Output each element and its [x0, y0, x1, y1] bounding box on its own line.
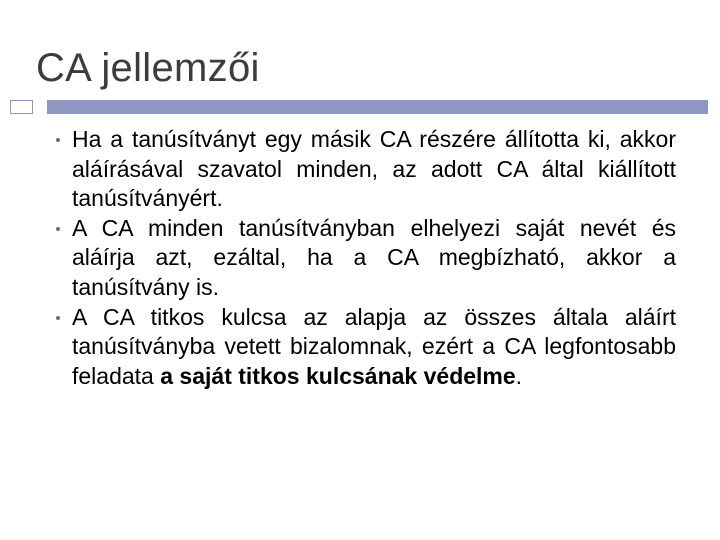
bullet-text-emphasis: a saját titkos kulcsának védelme [160, 362, 516, 389]
bullet-dot-icon [56, 138, 60, 142]
title-accent-bar [47, 100, 708, 114]
bullet-text-part: . [515, 362, 523, 389]
bullet-dot-icon [56, 227, 60, 231]
bullet-item [56, 303, 676, 392]
bullet-text: A CA minden tanúsítványban elhelyezi saját nevét és aláírja azt, ezáltal, ha a CA megbízható, akkor a tanúsítvány is. [72, 214, 676, 300]
bullet-text-part: A CA titkos kulcsa az alapja az összes általa aláírt tanúsítványba vetett bizalomnak, ezért a CA legfontosabb feladata [72, 303, 676, 389]
bullet-item [56, 214, 676, 303]
bullet-text [72, 304, 676, 389]
bullet-item [56, 125, 676, 214]
bullet-dot-icon [56, 316, 60, 320]
bullet-list [56, 125, 676, 391]
bullet-text: Ha a tanúsítványt egy másik CA részére állította ki, akkor aláírásával szavatol minden, az adott CA által kiállított tanúsítványért. [72, 126, 676, 212]
slide-title: CA jellemzői [36, 46, 260, 90]
title-accent-square [10, 100, 33, 114]
